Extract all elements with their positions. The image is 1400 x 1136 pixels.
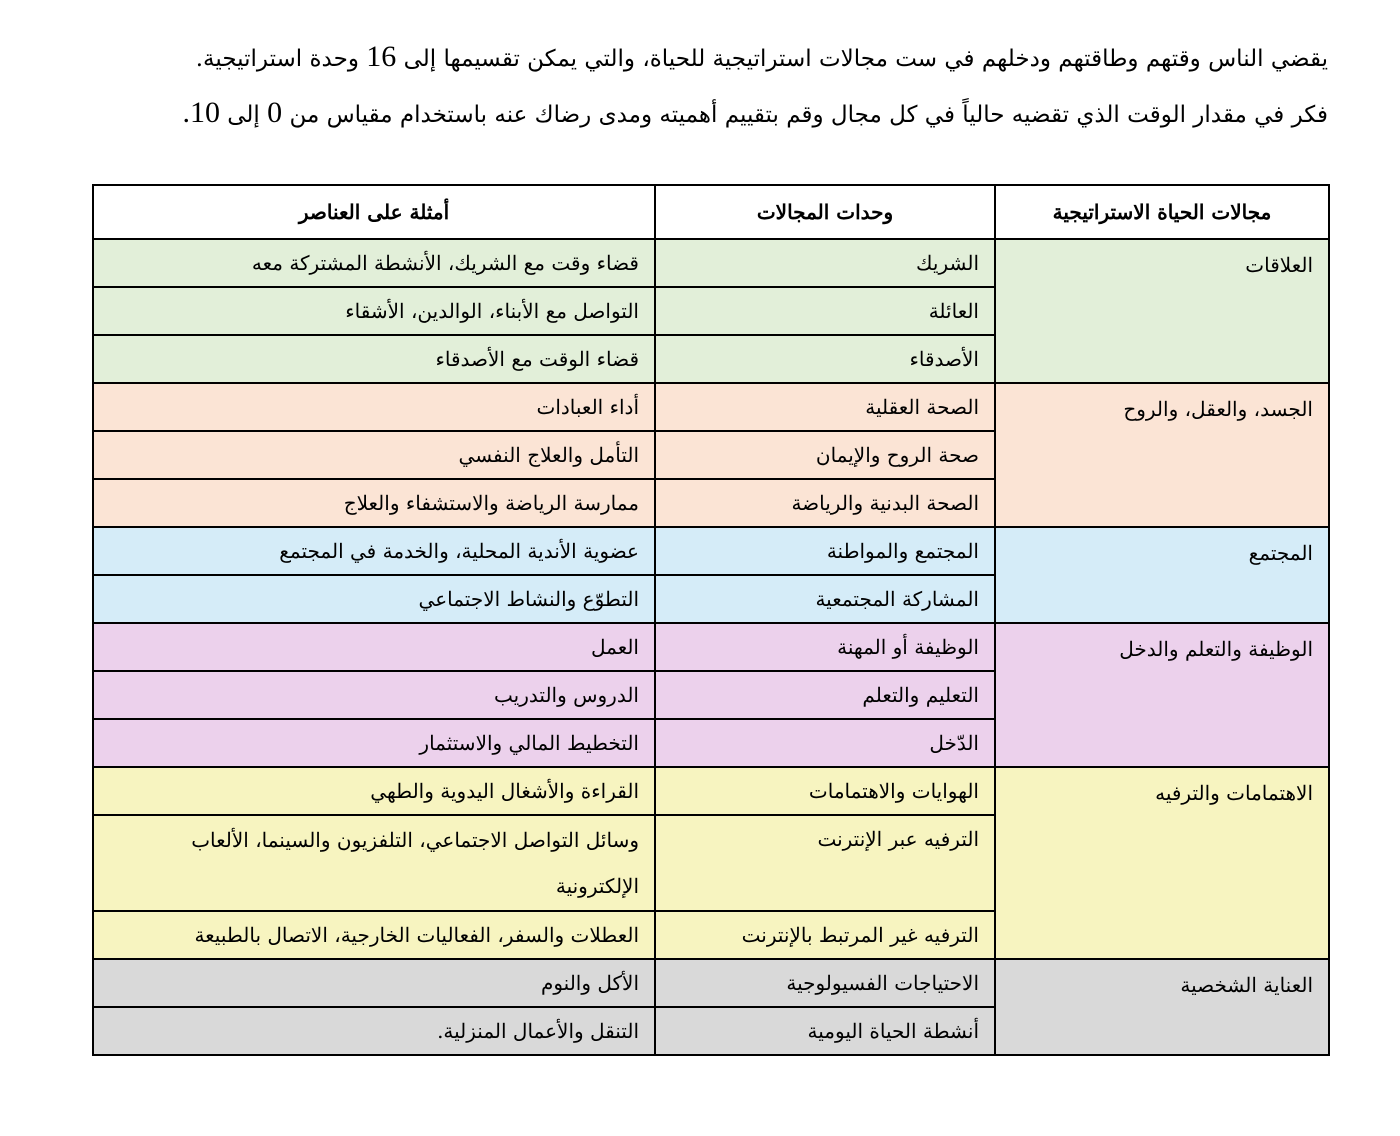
header-examples: أمثلة على العناصر (93, 185, 655, 239)
intro-line-1 (88, 30, 1328, 86)
example-cell: العمل (93, 623, 655, 671)
example-cell: الأكل والنوم (93, 959, 655, 1007)
intro-line-1-before: يقضي الناس وقتهم وطاقتهم ودخلهم في ست مجالات استراتيجية للحياة، والتي يمكن تقسيمها إلى (396, 46, 1328, 72)
area-unit-cell: التعليم والتعلم (655, 671, 995, 719)
example-cell: التواصل مع الأبناء، الوالدين، الأشقاء (93, 287, 655, 335)
area-unit-cell: العائلة (655, 287, 995, 335)
example-cell: قضاء الوقت مع الأصدقاء (93, 335, 655, 383)
life-areas-table (92, 184, 1330, 1056)
life-area-cell: الوظيفة والتعلم والدخل (995, 623, 1329, 767)
area-unit-cell: صحة الروح والإيمان (655, 431, 995, 479)
intro-line-2 (88, 86, 1328, 142)
area-unit-cell: المشاركة المجتمعية (655, 575, 995, 623)
area-unit-cell: الدّخل (655, 719, 995, 767)
table-row (93, 767, 1329, 815)
area-unit-cell: الترفيه عبر الإنترنت (655, 815, 995, 911)
example-cell: عضوية الأندية المحلية، والخدمة في المجتمع (93, 527, 655, 575)
area-unit-cell: الوظيفة أو المهنة (655, 623, 995, 671)
area-unit-cell: الترفيه غير المرتبط بالإنترنت (655, 911, 995, 959)
example-cell: أداء العبادات (93, 383, 655, 431)
area-unit-cell: الصحة العقلية (655, 383, 995, 431)
example-cell: التنقل والأعمال المنزلية. (93, 1007, 655, 1055)
header-units: وحدات المجالات (655, 185, 995, 239)
example-cell: الدروس والتدريب (93, 671, 655, 719)
example-cell: التطوّع والنشاط الاجتماعي (93, 575, 655, 623)
life-area-cell: العناية الشخصية (995, 959, 1329, 1055)
life-area-cell: الاهتمامات والترفيه (995, 767, 1329, 959)
area-unit-cell: الاحتياجات الفسيولوجية (655, 959, 995, 1007)
intro-line-2-before: فكر في مقدار الوقت الذي تقضيه حالياً في كل مجال وقم بتقييم أهميته ومدى رضاك عنه باستخدام مقياس من (282, 102, 1328, 128)
life-area-cell: الجسد، والعقل، والروح (995, 383, 1329, 527)
table-row (93, 959, 1329, 1007)
header-areas: مجالات الحياة الاستراتيجية (995, 185, 1329, 239)
example-cell: القراءة والأشغال اليدوية والطهي (93, 767, 655, 815)
example-cell: التخطيط المالي والاستثمار (93, 719, 655, 767)
example-cell: قضاء وقت مع الشريك، الأنشطة المشتركة معه (93, 239, 655, 287)
table-body (93, 239, 1329, 1055)
intro-line-2-after: . (182, 96, 190, 129)
example-cell: التأمل والعلاج النفسي (93, 431, 655, 479)
example-cell: وسائل التواصل الاجتماعي، التلفزيون والسينما، الألعاب الإلكترونية (93, 815, 655, 911)
life-area-cell: العلاقات (995, 239, 1329, 383)
intro-number-units: 16 (366, 40, 397, 73)
area-unit-cell: الصحة البدنية والرياضة (655, 479, 995, 527)
intro-scale-from: 0 (267, 96, 283, 129)
table-row (93, 623, 1329, 671)
area-unit-cell: الشريك (655, 239, 995, 287)
example-cell: ممارسة الرياضة والاستشفاء والعلاج (93, 479, 655, 527)
intro-scale-to: 10 (189, 96, 220, 129)
intro-text (88, 30, 1328, 142)
example-cell: العطلات والسفر، الفعاليات الخارجية، الاتصال بالطبيعة (93, 911, 655, 959)
life-area-cell: المجتمع (995, 527, 1329, 623)
table-header-row (93, 185, 1329, 239)
area-unit-cell: الهوايات والاهتمامات (655, 767, 995, 815)
area-unit-cell: الأصدقاء (655, 335, 995, 383)
table-row (93, 383, 1329, 431)
area-unit-cell: المجتمع والمواطنة (655, 527, 995, 575)
intro-line-1-after: وحدة استراتيجية. (195, 46, 367, 72)
table-row (93, 239, 1329, 287)
table-row (93, 527, 1329, 575)
intro-line-2-middle: إلى (219, 102, 268, 128)
area-unit-cell: أنشطة الحياة اليومية (655, 1007, 995, 1055)
